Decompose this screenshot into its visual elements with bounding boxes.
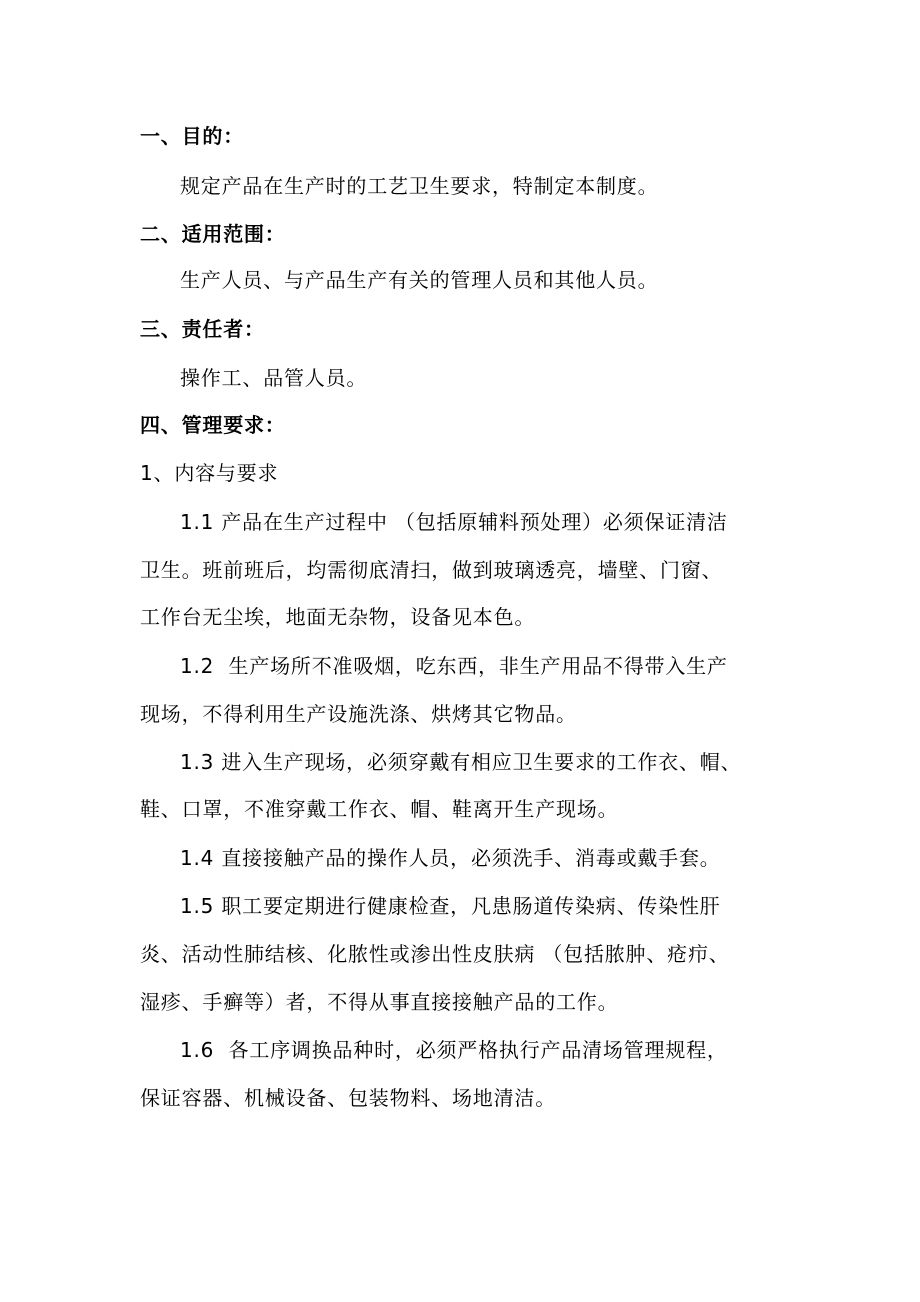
section-heading-purpose: 一、目的： xyxy=(140,124,244,148)
item-1-6-line-1: 1.6 各工序调换品种时，必须严格执行产品清场管理规程， xyxy=(180,1038,728,1062)
item-1-1-line-1: 1.1 产品在生产过程中 （包括原辅料预处理）必须保证清洁 xyxy=(180,510,728,534)
item-1-1-line-2: 卫生。班前班后，均需彻底清扫，做到玻璃透亮，墙壁、门窗、 xyxy=(140,558,723,582)
item-1-4-line-1: 1.4 直接接触产品的操作人员，必须洗手、消毒或戴手套。 xyxy=(180,846,721,870)
purpose-text: 规定产品在生产时的工艺卫生要求，特制定本制度。 xyxy=(180,174,659,198)
item-1-6-line-2: 保证容器、机械设备、包装物料、场地清洁。 xyxy=(140,1086,556,1110)
responsible-text: 操作工、品管人员。 xyxy=(180,366,368,390)
scope-text: 生产人员、与产品生产有关的管理人员和其他人员。 xyxy=(180,268,659,292)
item-1-2-line-2: 现场，不得利用生产设施洗涤、烘烤其它物品。 xyxy=(140,702,577,726)
item-1-5-line-1: 1.5 职工要定期进行健康检查，凡患肠道传染病、传染性肝 xyxy=(180,894,721,918)
item-1-2-line-1: 1.2 生产场所不准吸烟，吃东西，非生产用品不得带入生产 xyxy=(180,654,728,678)
section-heading-scope: 二、适用范围： xyxy=(140,222,286,246)
subsection-heading-content: 1、内容与要求 xyxy=(140,461,279,485)
item-1-3-line-1: 1.3 进入生产现场，必须穿戴有相应卫生要求的工作衣、帽、 xyxy=(180,750,742,774)
item-1-1-line-3: 工作台无尘埃，地面无杂物，设备见本色。 xyxy=(140,605,536,629)
item-1-5-line-2: 炎、活动性肺结核、化脓性或渗出性皮肤病 （包括脓肿、疮疖、 xyxy=(140,942,730,966)
section-heading-responsible: 三、责任者： xyxy=(140,317,265,341)
item-1-3-line-2: 鞋、口罩，不准穿戴工作衣、帽、鞋离开生产现场。 xyxy=(140,797,619,821)
section-heading-management: 四、管理要求： xyxy=(140,413,286,437)
item-1-5-line-3: 湿疹、手癣等）者，不得从事直接接触产品的工作。 xyxy=(140,990,619,1014)
